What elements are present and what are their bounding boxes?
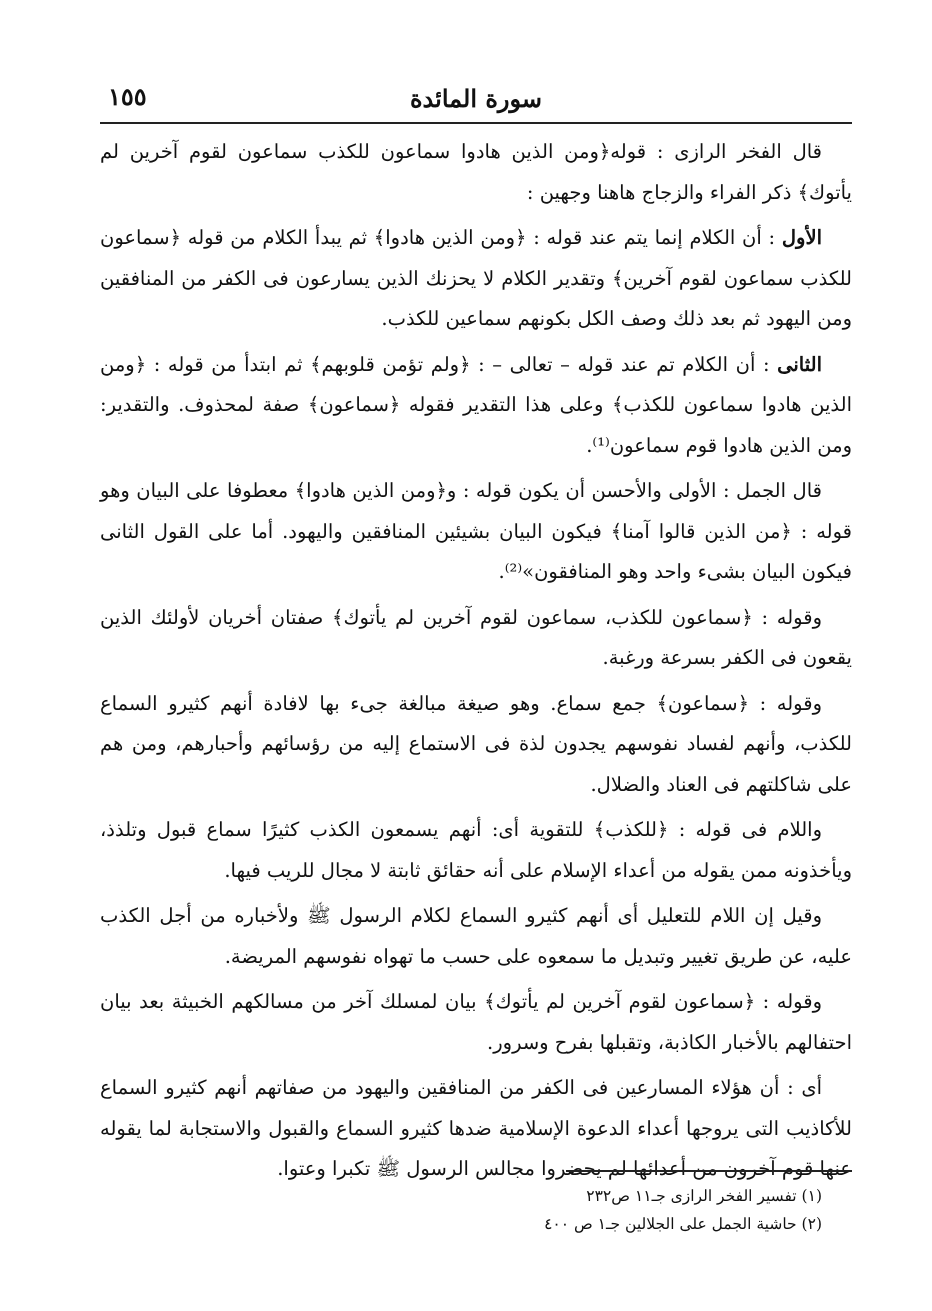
- footnote: (٢) حاشية الجمل على الجلالين جـ١ ص ٤٠٠: [544, 1215, 822, 1233]
- paragraph: [100, 982, 852, 1063]
- paragraph-text: : أن الكلام تم عند قوله – تعالى – : ﴿ولم تؤمن قلوبهم﴾ ثم ابتدأ من قوله : ﴿ومن الذين هادوا سماعون للكذب﴾ وعلى هذا التقدير فقوله ﴿سماعون﴾ صفة لمحذوف. والتقدير: ومن الذين هادوا قوم سماعون⁽¹⁾.: [100, 352, 852, 457]
- paragraph: [100, 471, 852, 593]
- paragraph-lead: الثانى: [777, 352, 822, 376]
- paragraph: [100, 345, 852, 467]
- page-number: ١٥٥: [108, 82, 147, 111]
- paragraph: [100, 896, 852, 977]
- paragraph-lead: الأول: [781, 226, 823, 249]
- paragraph-text: واللام فى قوله : ﴿للكذب﴾ للتقوية أى: أنهم يسمعون الكذب كثيرًا سماع قبول وتلذذ، ويأخذونه ممن يقوله من أعداء الإسلام على أنه حقائق ثابتة لا مجال للريب فيها.: [100, 818, 852, 882]
- footnote-divider: [566, 1170, 852, 1172]
- header-divider: [100, 122, 852, 124]
- body-text: [100, 132, 852, 1190]
- paragraph-text: وقوله : ﴿سماعون لقوم آخرين لم يأتوك﴾ بيان لمسلك آخر من مسالكهم الخبيثة بعد بيان احتفالهم بالأخبار الكاذبة، وتقبلها بفرح وسرور.: [100, 990, 852, 1054]
- paragraph-text: أى : أن هؤلاء المسارعين فى الكفر من المنافقين واليهود من صفاتهم أنهم كثيرو السماع للأكاذيب التى يروجها أعداء الدعوة الإسلامية ضدها كثيرو السماع والقبول والاستجابة لما يقوله عنها قوم آخرون من أعدائها لم يحضروا مجالس الرسول ﷺ تكبرا وعتوا.: [100, 1076, 852, 1180]
- paragraph-text: وقوله : ﴿سماعون﴾ جمع سماع. وهو صيغة مبالغة جىء بها لافادة أنهم كثيرو السماع للكذب، وأنهم لفساد نفوسهم يجدون لذة فى الاستماع إليه من رؤسائهم وأحبارهم، ومن هم على شاكلتهم فى العناد والضلال.: [100, 691, 852, 796]
- page-header: [100, 72, 852, 118]
- footnote: (١) تفسير الفخر الرازى جـ١١ ص٢٣٢: [586, 1187, 822, 1205]
- surah-title: سورة المائدة: [409, 84, 543, 113]
- footnotes: [100, 1182, 852, 1238]
- paragraph-text: وقوله : ﴿سماعون للكذب، سماعون لقوم آخرين لم يأتوك﴾ صفتان أخريان لأولئك الذين يقعون فى الكفر بسرعة ورغبة.: [100, 605, 852, 669]
- paragraph: [100, 684, 852, 806]
- paragraph-text: وقيل إن اللام للتعليل أى أنهم كثيرو السماع لكلام الرسول ﷺ ولأخباره من أجل الكذب عليه، عن طريق تغيير وتبديل ما سمعوه على حسب ما تهواه نفوسهم المريضة.: [100, 904, 852, 968]
- paragraph-text: قال الفخر الرازى : قوله﴿ومن الذين هادوا سماعون للكذب سماعون لقوم آخرين لم يأتوك﴾ ذكر الفراء والزجاج هاهنا وجهين :: [100, 140, 852, 204]
- paragraph-text: : أن الكلام إنما يتم عند قوله : ﴿ومن الذين هادوا﴾ ثم يبدأ الكلام من قوله ﴿سماعون للكذب سماعون لقوم آخرين﴾ وتقدير الكلام لا يحزنك الذين يسارعون فى الكفر من المنافقين ومن اليهود ثم بعد ذلك وصف الكل بكونهم سماعين للكذب.: [100, 226, 852, 330]
- paragraph: [100, 598, 852, 679]
- paragraph: [100, 132, 852, 213]
- paragraph: [100, 810, 852, 891]
- paragraph: [100, 218, 852, 340]
- paragraph-text: قال الجمل : الأولى والأحسن أن يكون قوله : و﴿ومن الذين هادوا﴾ معطوفا على البيان وهو قوله : ﴿من الذين قالوا آمنا﴾ فيكون البيان بشيئين المنافقين واليهود. أما على القول الثانى فيكون البيان بشىء واحد وهو المنافقون»⁽²⁾.: [100, 479, 852, 583]
